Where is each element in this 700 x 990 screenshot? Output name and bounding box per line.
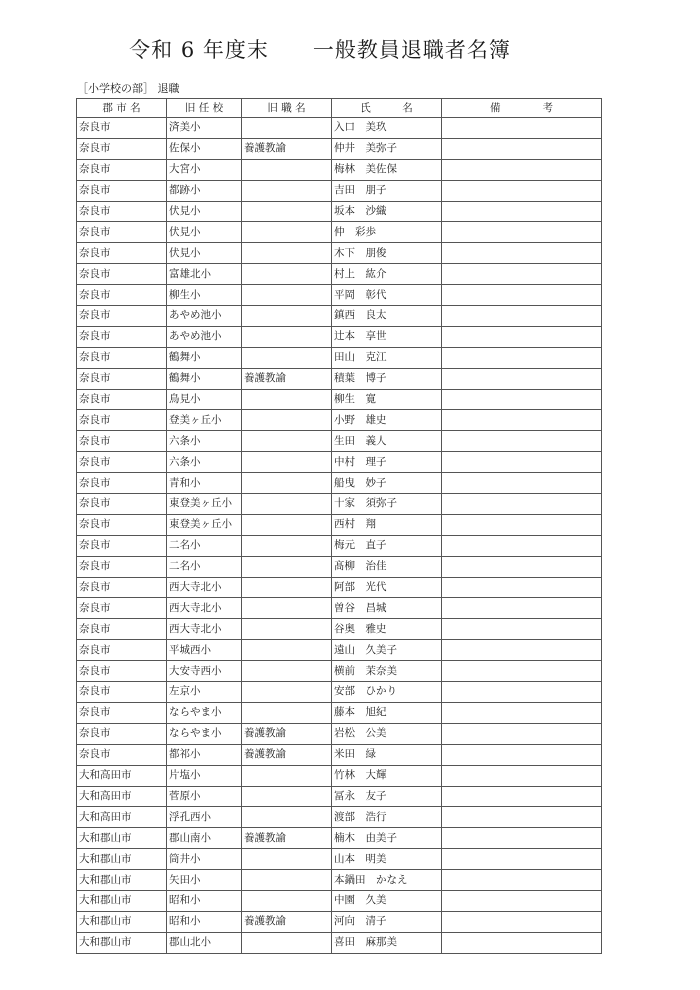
table-row bbox=[77, 347, 602, 368]
cell-position bbox=[242, 702, 332, 723]
cell-remarks bbox=[442, 138, 602, 159]
cell-name: 吉田 朋子 bbox=[332, 180, 442, 201]
cell-remarks bbox=[442, 849, 602, 870]
cell-position: 養護教諭 bbox=[242, 744, 332, 765]
cell-school: 左京小 bbox=[167, 682, 242, 703]
cell-school: 六条小 bbox=[167, 452, 242, 473]
cell-position bbox=[242, 577, 332, 598]
table-row bbox=[77, 828, 602, 849]
cell-position bbox=[242, 243, 332, 264]
cell-school: 青和小 bbox=[167, 473, 242, 494]
cell-remarks bbox=[442, 306, 602, 327]
cell-name: 安部 ひかり bbox=[332, 682, 442, 703]
cell-name: 横前 茉奈美 bbox=[332, 661, 442, 682]
cell-name: 竹林 大輝 bbox=[332, 765, 442, 786]
table-row bbox=[77, 138, 602, 159]
cell-remarks bbox=[442, 326, 602, 347]
cell-position: 養護教諭 bbox=[242, 138, 332, 159]
cell-position bbox=[242, 222, 332, 243]
cell-name: 阿部 光代 bbox=[332, 577, 442, 598]
cell-city: 大和高田市 bbox=[77, 786, 167, 807]
table-row bbox=[77, 890, 602, 911]
cell-name: 西村 翔 bbox=[332, 514, 442, 535]
cell-school: あやめ池小 bbox=[167, 306, 242, 327]
cell-school: 東登美ヶ丘小 bbox=[167, 494, 242, 515]
cell-position bbox=[242, 347, 332, 368]
cell-school: 筒井小 bbox=[167, 849, 242, 870]
cell-remarks bbox=[442, 473, 602, 494]
cell-position bbox=[242, 389, 332, 410]
cell-city: 大和高田市 bbox=[77, 807, 167, 828]
cell-city: 大和郡山市 bbox=[77, 849, 167, 870]
cell-position bbox=[242, 765, 332, 786]
cell-remarks bbox=[442, 682, 602, 703]
cell-remarks bbox=[442, 765, 602, 786]
cell-remarks bbox=[442, 556, 602, 577]
header-name: 氏 名 bbox=[332, 99, 442, 118]
cell-city: 奈良市 bbox=[77, 514, 167, 535]
cell-city: 奈良市 bbox=[77, 347, 167, 368]
cell-name: 木下 朋俊 bbox=[332, 243, 442, 264]
cell-school: 大安寺西小 bbox=[167, 661, 242, 682]
table-row bbox=[77, 682, 602, 703]
cell-school: あやめ池小 bbox=[167, 326, 242, 347]
cell-remarks bbox=[442, 159, 602, 180]
cell-school: ならやま小 bbox=[167, 723, 242, 744]
cell-name: 生田 義人 bbox=[332, 431, 442, 452]
cell-city: 奈良市 bbox=[77, 577, 167, 598]
cell-remarks bbox=[442, 870, 602, 891]
table-row bbox=[77, 744, 602, 765]
cell-name: 谷奥 雅史 bbox=[332, 619, 442, 640]
cell-remarks bbox=[442, 368, 602, 389]
cell-city: 大和高田市 bbox=[77, 765, 167, 786]
cell-city: 大和郡山市 bbox=[77, 890, 167, 911]
table-row bbox=[77, 494, 602, 515]
cell-position bbox=[242, 598, 332, 619]
section-label: ［小学校の部］ 退職 bbox=[77, 82, 180, 95]
header-city: 郡 市 名 bbox=[77, 99, 167, 118]
cell-remarks bbox=[442, 201, 602, 222]
cell-city: 奈良市 bbox=[77, 473, 167, 494]
cell-remarks bbox=[442, 661, 602, 682]
cell-school: 西大寺北小 bbox=[167, 598, 242, 619]
cell-name: 髙柳 治佳 bbox=[332, 556, 442, 577]
cell-position bbox=[242, 514, 332, 535]
cell-city: 奈良市 bbox=[77, 682, 167, 703]
cell-school: 二名小 bbox=[167, 556, 242, 577]
cell-school: 六条小 bbox=[167, 431, 242, 452]
cell-position bbox=[242, 285, 332, 306]
cell-city: 奈良市 bbox=[77, 535, 167, 556]
cell-city: 奈良市 bbox=[77, 452, 167, 473]
cell-city: 奈良市 bbox=[77, 264, 167, 285]
cell-remarks bbox=[442, 577, 602, 598]
cell-city: 大和郡山市 bbox=[77, 932, 167, 953]
cell-city: 奈良市 bbox=[77, 201, 167, 222]
cell-city: 奈良市 bbox=[77, 494, 167, 515]
cell-school: 大宮小 bbox=[167, 159, 242, 180]
cell-position bbox=[242, 326, 332, 347]
cell-city: 奈良市 bbox=[77, 410, 167, 431]
cell-name: 村上 紘介 bbox=[332, 264, 442, 285]
table-row bbox=[77, 849, 602, 870]
table-body bbox=[77, 118, 602, 954]
cell-remarks bbox=[442, 786, 602, 807]
cell-school: 郡山南小 bbox=[167, 828, 242, 849]
cell-remarks bbox=[442, 431, 602, 452]
cell-name: 冨永 友子 bbox=[332, 786, 442, 807]
cell-remarks bbox=[442, 494, 602, 515]
cell-name: 積葉 博子 bbox=[332, 368, 442, 389]
cell-school: 菅原小 bbox=[167, 786, 242, 807]
cell-remarks bbox=[442, 118, 602, 139]
cell-remarks bbox=[442, 389, 602, 410]
cell-remarks bbox=[442, 828, 602, 849]
cell-school: 西大寺北小 bbox=[167, 577, 242, 598]
table-row bbox=[77, 598, 602, 619]
cell-school: 東登美ヶ丘小 bbox=[167, 514, 242, 535]
cell-school: 伏見小 bbox=[167, 243, 242, 264]
cell-school: 伏見小 bbox=[167, 201, 242, 222]
cell-school: 伏見小 bbox=[167, 222, 242, 243]
table-row bbox=[77, 264, 602, 285]
cell-name: 船曳 妙子 bbox=[332, 473, 442, 494]
cell-city: 奈良市 bbox=[77, 640, 167, 661]
cell-position bbox=[242, 306, 332, 327]
table-row bbox=[77, 556, 602, 577]
cell-city: 奈良市 bbox=[77, 180, 167, 201]
table-row bbox=[77, 765, 602, 786]
cell-position: 養護教諭 bbox=[242, 368, 332, 389]
cell-name: 梅林 美佐保 bbox=[332, 159, 442, 180]
table-row bbox=[77, 431, 602, 452]
cell-school: 都祁小 bbox=[167, 744, 242, 765]
cell-city: 奈良市 bbox=[77, 138, 167, 159]
cell-name: 曽谷 昌城 bbox=[332, 598, 442, 619]
cell-city: 奈良市 bbox=[77, 619, 167, 640]
table-row bbox=[77, 410, 602, 431]
table-row bbox=[77, 807, 602, 828]
table-row bbox=[77, 452, 602, 473]
cell-name: 梅元 直子 bbox=[332, 535, 442, 556]
cell-name: 遠山 久美子 bbox=[332, 640, 442, 661]
cell-name: 喜田 麻那美 bbox=[332, 932, 442, 953]
cell-name: 小野 雄史 bbox=[332, 410, 442, 431]
cell-school: 佐保小 bbox=[167, 138, 242, 159]
cell-remarks bbox=[442, 619, 602, 640]
cell-city: 大和郡山市 bbox=[77, 911, 167, 932]
cell-position bbox=[242, 264, 332, 285]
table-row bbox=[77, 306, 602, 327]
cell-remarks bbox=[442, 723, 602, 744]
cell-city: 奈良市 bbox=[77, 598, 167, 619]
cell-school: 鳥見小 bbox=[167, 389, 242, 410]
cell-name: 仲 彩歩 bbox=[332, 222, 442, 243]
cell-school: 富雄北小 bbox=[167, 264, 242, 285]
cell-position bbox=[242, 932, 332, 953]
cell-name: 入口 美玖 bbox=[332, 118, 442, 139]
cell-school: 昭和小 bbox=[167, 911, 242, 932]
cell-name: 山本 明美 bbox=[332, 849, 442, 870]
cell-school: ならやま小 bbox=[167, 702, 242, 723]
table-row bbox=[77, 723, 602, 744]
cell-school: 片塩小 bbox=[167, 765, 242, 786]
cell-name: 鎮西 良太 bbox=[332, 306, 442, 327]
cell-remarks bbox=[442, 514, 602, 535]
cell-position bbox=[242, 535, 332, 556]
table-row bbox=[77, 577, 602, 598]
cell-position bbox=[242, 410, 332, 431]
cell-name: 中村 理子 bbox=[332, 452, 442, 473]
cell-remarks bbox=[442, 890, 602, 911]
cell-city: 奈良市 bbox=[77, 431, 167, 452]
cell-position bbox=[242, 159, 332, 180]
document-title: 令和 6 年度末 一般教員退職者名簿 bbox=[129, 38, 511, 62]
cell-position bbox=[242, 118, 332, 139]
cell-remarks bbox=[442, 243, 602, 264]
table-row bbox=[77, 180, 602, 201]
cell-city: 奈良市 bbox=[77, 744, 167, 765]
cell-school: 郡山北小 bbox=[167, 932, 242, 953]
cell-city: 奈良市 bbox=[77, 556, 167, 577]
cell-remarks bbox=[442, 285, 602, 306]
cell-remarks bbox=[442, 410, 602, 431]
cell-city: 奈良市 bbox=[77, 243, 167, 264]
cell-remarks bbox=[442, 640, 602, 661]
table-row bbox=[77, 661, 602, 682]
table-row bbox=[77, 702, 602, 723]
table-row bbox=[77, 535, 602, 556]
cell-city: 奈良市 bbox=[77, 389, 167, 410]
cell-position: 養護教諭 bbox=[242, 723, 332, 744]
cell-city: 奈良市 bbox=[77, 661, 167, 682]
cell-position bbox=[242, 890, 332, 911]
cell-remarks bbox=[442, 264, 602, 285]
cell-city: 奈良市 bbox=[77, 702, 167, 723]
cell-remarks bbox=[442, 702, 602, 723]
header-school: 旧 任 校 bbox=[167, 99, 242, 118]
cell-city: 奈良市 bbox=[77, 306, 167, 327]
cell-position bbox=[242, 870, 332, 891]
cell-city: 奈良市 bbox=[77, 723, 167, 744]
table-row bbox=[77, 159, 602, 180]
cell-school: 鶴舞小 bbox=[167, 368, 242, 389]
cell-city: 奈良市 bbox=[77, 118, 167, 139]
cell-city: 奈良市 bbox=[77, 285, 167, 306]
cell-school: 済美小 bbox=[167, 118, 242, 139]
cell-remarks bbox=[442, 180, 602, 201]
cell-position bbox=[242, 556, 332, 577]
table-row bbox=[77, 870, 602, 891]
cell-city: 大和郡山市 bbox=[77, 828, 167, 849]
cell-school: 登美ヶ丘小 bbox=[167, 410, 242, 431]
cell-school: 都跡小 bbox=[167, 180, 242, 201]
cell-position: 養護教諭 bbox=[242, 828, 332, 849]
cell-school: 西大寺北小 bbox=[167, 619, 242, 640]
cell-name: 平岡 彰代 bbox=[332, 285, 442, 306]
cell-remarks bbox=[442, 222, 602, 243]
cell-remarks bbox=[442, 452, 602, 473]
retiree-table bbox=[76, 98, 602, 954]
cell-name: 田山 克江 bbox=[332, 347, 442, 368]
table-header-row bbox=[77, 99, 602, 118]
cell-position bbox=[242, 494, 332, 515]
table-row bbox=[77, 932, 602, 953]
cell-name: 柳生 寛 bbox=[332, 389, 442, 410]
header-position: 旧 職 名 bbox=[242, 99, 332, 118]
cell-school: 昭和小 bbox=[167, 890, 242, 911]
table-row bbox=[77, 786, 602, 807]
table-row bbox=[77, 514, 602, 535]
cell-city: 奈良市 bbox=[77, 326, 167, 347]
table-row bbox=[77, 389, 602, 410]
cell-name: 岩松 公美 bbox=[332, 723, 442, 744]
table-row bbox=[77, 368, 602, 389]
cell-city: 奈良市 bbox=[77, 222, 167, 243]
cell-name: 十家 須弥子 bbox=[332, 494, 442, 515]
cell-city: 奈良市 bbox=[77, 159, 167, 180]
table-row bbox=[77, 911, 602, 932]
cell-school: 鶴舞小 bbox=[167, 347, 242, 368]
table-row bbox=[77, 201, 602, 222]
cell-name: 中園 久美 bbox=[332, 890, 442, 911]
header-remarks: 備 考 bbox=[442, 99, 602, 118]
cell-position bbox=[242, 473, 332, 494]
cell-city: 奈良市 bbox=[77, 368, 167, 389]
table-row bbox=[77, 118, 602, 139]
cell-name: 仲井 美弥子 bbox=[332, 138, 442, 159]
cell-school: 二名小 bbox=[167, 535, 242, 556]
cell-position bbox=[242, 431, 332, 452]
cell-position bbox=[242, 452, 332, 473]
cell-school: 平城西小 bbox=[167, 640, 242, 661]
cell-remarks bbox=[442, 807, 602, 828]
table-row bbox=[77, 222, 602, 243]
cell-name: 藤本 旭紀 bbox=[332, 702, 442, 723]
table-row bbox=[77, 326, 602, 347]
cell-position bbox=[242, 619, 332, 640]
cell-position bbox=[242, 661, 332, 682]
cell-remarks bbox=[442, 744, 602, 765]
cell-position bbox=[242, 180, 332, 201]
table-row bbox=[77, 285, 602, 306]
cell-remarks bbox=[442, 347, 602, 368]
cell-name: 辻本 享世 bbox=[332, 326, 442, 347]
cell-school: 浮孔西小 bbox=[167, 807, 242, 828]
cell-name: 米田 緑 bbox=[332, 744, 442, 765]
cell-position bbox=[242, 682, 332, 703]
cell-name: 河向 清子 bbox=[332, 911, 442, 932]
cell-remarks bbox=[442, 598, 602, 619]
cell-city: 大和郡山市 bbox=[77, 870, 167, 891]
cell-school: 矢田小 bbox=[167, 870, 242, 891]
cell-position bbox=[242, 786, 332, 807]
table-row bbox=[77, 619, 602, 640]
cell-remarks bbox=[442, 932, 602, 953]
cell-position bbox=[242, 849, 332, 870]
cell-name: 楠木 由美子 bbox=[332, 828, 442, 849]
cell-name: 本鍋田 かなえ bbox=[332, 870, 442, 891]
cell-remarks bbox=[442, 535, 602, 556]
cell-position bbox=[242, 640, 332, 661]
table-row bbox=[77, 243, 602, 264]
table-row bbox=[77, 473, 602, 494]
cell-position: 養護教諭 bbox=[242, 911, 332, 932]
cell-name: 渡部 浩行 bbox=[332, 807, 442, 828]
cell-school: 柳生小 bbox=[167, 285, 242, 306]
table-row bbox=[77, 640, 602, 661]
cell-position bbox=[242, 201, 332, 222]
cell-position bbox=[242, 807, 332, 828]
cell-name: 坂本 沙織 bbox=[332, 201, 442, 222]
cell-remarks bbox=[442, 911, 602, 932]
